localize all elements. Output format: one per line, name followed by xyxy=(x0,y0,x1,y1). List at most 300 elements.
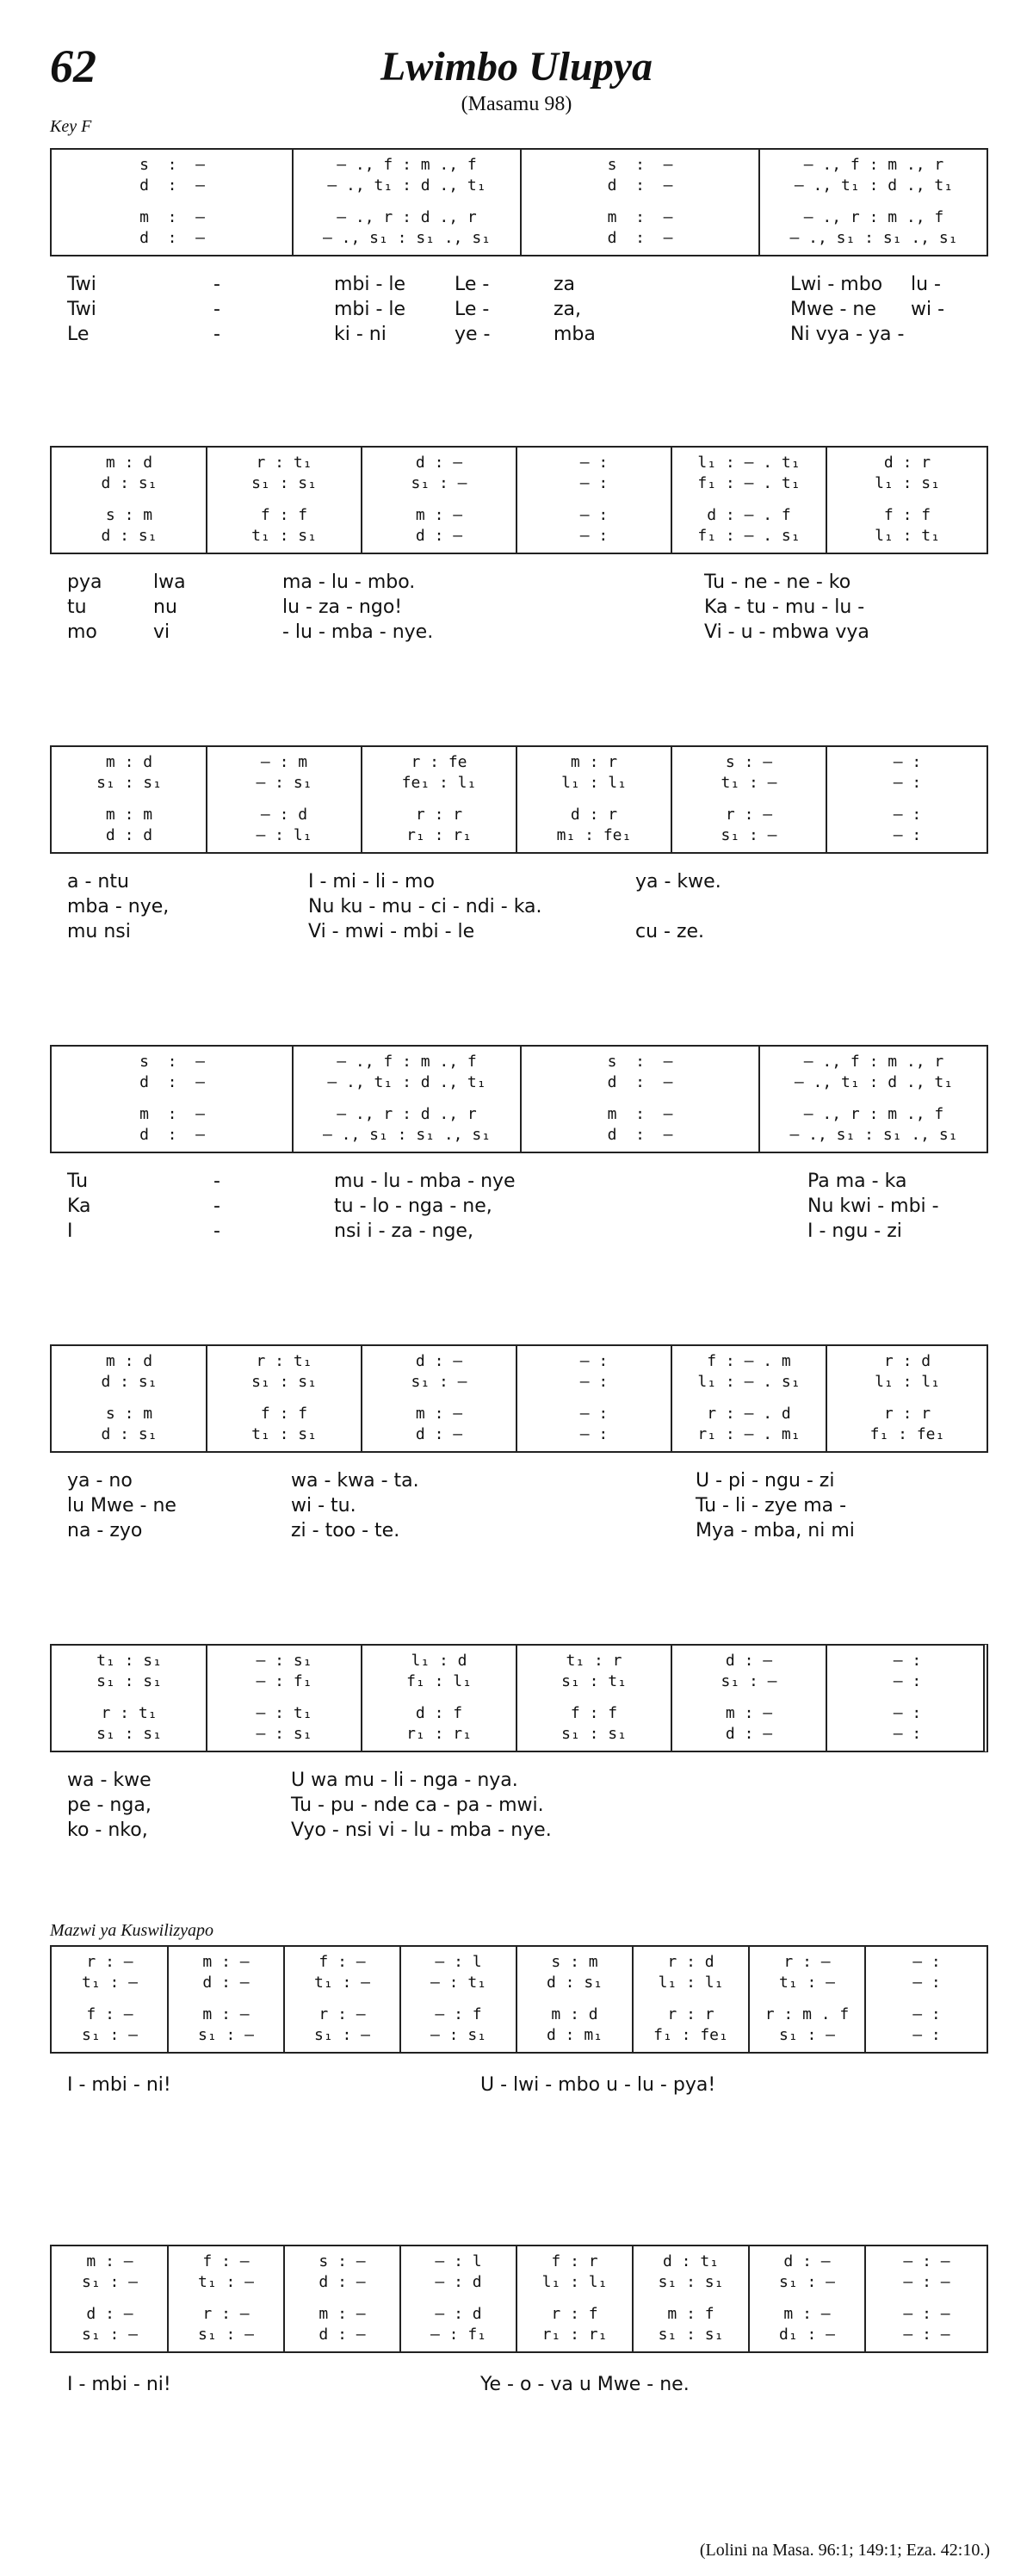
note-line: d : — xyxy=(139,229,205,247)
hymn-title: Lwimbo Ulupya xyxy=(380,44,653,90)
lyric-segment: Ka - tu - mu - lu - xyxy=(704,596,865,618)
lyric-segment: Tu xyxy=(67,1171,89,1192)
note-line: — : xyxy=(912,2005,941,2023)
barline xyxy=(292,150,294,255)
barline xyxy=(826,747,827,852)
note-line: s₁ : — xyxy=(778,2026,836,2044)
measure-notes xyxy=(288,1999,397,2054)
barline xyxy=(516,448,517,553)
note-line: d : — xyxy=(415,1352,463,1370)
lyric-line xyxy=(50,272,988,297)
measure-notes xyxy=(752,2246,862,2301)
barline xyxy=(516,747,517,852)
lyric-line xyxy=(50,1493,988,1518)
note-line: f : f xyxy=(570,1704,618,1722)
barline xyxy=(632,2246,634,2351)
measure-notes xyxy=(296,1047,517,1101)
note-line: — : xyxy=(579,527,609,545)
lyric-segment: wi - xyxy=(911,299,945,320)
lyric-segment: mba - nye, xyxy=(67,896,170,917)
lyrics-block xyxy=(50,2372,988,2397)
note-line: t₁ : s₁ xyxy=(96,1652,162,1670)
barline xyxy=(167,1947,169,2052)
note-line: d : — xyxy=(725,1652,773,1670)
lyric-segment: ma - lu - mbo. xyxy=(282,571,416,593)
barline xyxy=(361,448,362,553)
lyric-segment: za xyxy=(554,274,576,295)
note-line: r : — xyxy=(86,1953,133,1971)
note-line: f₁ : – . s₁ xyxy=(697,527,801,545)
note-line: — : xyxy=(579,1405,609,1423)
note-line: t₁ : — xyxy=(81,1974,139,1992)
note-line: l₁ : l₁ xyxy=(658,1974,724,1992)
measure-notes xyxy=(763,202,985,256)
measure-notes xyxy=(675,800,823,854)
measure-notes xyxy=(55,1646,203,1700)
note-line: s : — xyxy=(607,156,673,174)
lyric-segment: Vyo - nsi vi - lu - mba - nye. xyxy=(291,1819,552,1841)
lyrics-block xyxy=(50,1169,988,1244)
measure-notes xyxy=(404,2246,513,2301)
measure-notes xyxy=(830,800,985,854)
lyric-segment: pya xyxy=(67,571,102,593)
key-label: Key F xyxy=(50,117,92,136)
note-line: — : xyxy=(579,506,609,524)
measure-notes xyxy=(675,1646,823,1700)
note-line: s₁ : s₁ xyxy=(658,2273,724,2291)
note-line: m : r xyxy=(570,753,618,771)
note-line: l₁ : l₁ xyxy=(875,1373,940,1391)
note-line: s : — xyxy=(725,753,773,771)
measure-notes xyxy=(763,1099,985,1153)
note-line: — : xyxy=(579,454,609,472)
note-line: r₁ : – . m₁ xyxy=(697,1425,801,1443)
measure-notes xyxy=(830,1698,985,1752)
note-line: r : r xyxy=(415,806,463,824)
measure-notes xyxy=(752,1947,862,2001)
measure-notes xyxy=(296,150,517,204)
note-line: t₁ : — xyxy=(721,774,777,792)
note-line: d : — xyxy=(783,2252,831,2270)
note-line: — : — xyxy=(903,2305,950,2323)
measure-notes xyxy=(520,800,668,854)
measure-notes xyxy=(830,1646,985,1700)
note-line: – ., t₁ : d ., t₁ xyxy=(327,1073,486,1091)
measure-notes xyxy=(171,1999,281,2054)
note-line: s₁ : — xyxy=(197,2026,255,2044)
note-line: — : s₁ xyxy=(256,1652,312,1670)
measure-notes xyxy=(288,1947,397,2001)
measure-notes xyxy=(752,2299,862,2353)
lyric-segment: Vi - u - mbwa vya xyxy=(704,621,869,643)
measure-notes xyxy=(296,1099,517,1153)
hymn-number: 62 xyxy=(50,40,96,92)
measure-notes xyxy=(524,1099,756,1153)
note-line: m : d xyxy=(105,753,153,771)
measure-notes xyxy=(365,500,513,554)
note-line: d : — xyxy=(319,2273,366,2291)
note-line: — : xyxy=(579,1352,609,1370)
note-line: — : t₁ xyxy=(430,1974,487,1992)
lyric-segment: U - pi - ngu - zi xyxy=(696,1470,835,1492)
note-line: – ., f : m ., r xyxy=(803,156,944,174)
barline xyxy=(671,448,672,553)
note-line: l₁ : l₁ xyxy=(561,774,627,792)
barline xyxy=(283,1947,285,2052)
measure-notes xyxy=(524,150,756,204)
barline xyxy=(864,2246,866,2351)
measure-notes xyxy=(55,1999,164,2054)
lyric-segment: - xyxy=(213,324,220,345)
note-line: — : — xyxy=(903,2273,950,2291)
barline xyxy=(167,2246,169,2351)
note-line: – ., s₁ : s₁ ., s₁ xyxy=(789,229,958,247)
note-line: s₁ : s₁ xyxy=(96,1725,162,1743)
note-line: r : r xyxy=(883,1405,931,1423)
measure-notes xyxy=(210,1399,358,1453)
lyric-segment: nsi i - za - nge, xyxy=(334,1220,473,1242)
measure-notes xyxy=(520,500,668,554)
note-line: d : m₁ xyxy=(546,2026,603,2044)
note-line: f : — xyxy=(319,1953,366,1971)
lyric-segment: - xyxy=(213,1171,220,1192)
note-line: s₁ : s₁ xyxy=(251,1373,317,1391)
note-line: s : m xyxy=(105,506,153,524)
note-line: — : xyxy=(893,826,922,844)
measure-notes xyxy=(210,747,358,801)
note-line: s : — xyxy=(139,1053,205,1071)
barline xyxy=(292,1047,294,1152)
measure-notes xyxy=(520,747,668,801)
note-line: — : f₁ xyxy=(430,2326,487,2344)
measure-notes xyxy=(675,1698,823,1752)
note-line: s₁ : s₁ xyxy=(96,1672,162,1690)
note-line: m : — xyxy=(139,208,205,226)
note-line: f₁ : fe₁ xyxy=(653,2026,728,2044)
note-line: m : — xyxy=(139,1105,205,1123)
scripture-reference: (Lolini na Masa. 96:1; 149:1; Eza. 42:10.) xyxy=(699,2541,990,2560)
lyric-segment: na - zyo xyxy=(67,1520,143,1541)
lyric-segment: Tu - pu - nde ca - pa - mwi. xyxy=(291,1795,544,1816)
measure-notes xyxy=(675,500,823,554)
lyric-segment: Tu - ne - ne - ko xyxy=(704,571,851,593)
note-line: — : xyxy=(579,474,609,492)
lyric-segment: - xyxy=(213,1195,220,1217)
note-line: — : xyxy=(579,1425,609,1443)
note-line: s₁ : s₁ xyxy=(96,774,162,792)
barline xyxy=(520,150,522,255)
lyric-segment: mu nsi xyxy=(67,921,131,942)
measure-notes xyxy=(288,2299,397,2353)
note-line: s₁ : s₁ xyxy=(561,1725,627,1743)
barline xyxy=(748,1947,750,2052)
lyric-segment: vi xyxy=(153,621,170,643)
measure-notes xyxy=(869,2299,985,2353)
measure-notes xyxy=(520,1399,668,1453)
measure-notes xyxy=(636,1947,745,2001)
measure-notes xyxy=(520,1999,629,2054)
measure-notes xyxy=(55,2246,164,2301)
measure-notes xyxy=(55,1698,203,1752)
measure-notes xyxy=(365,1698,513,1752)
lyric-line xyxy=(50,1818,988,1843)
note-line: m₁ : fe₁ xyxy=(556,826,632,844)
measure-notes xyxy=(404,2299,513,2353)
note-line: – ., r : d ., r xyxy=(337,1105,477,1123)
note-line: f : r xyxy=(551,2252,598,2270)
note-line: — : d xyxy=(260,806,308,824)
note-line: m : — xyxy=(607,208,673,226)
note-line: m : — xyxy=(725,1704,773,1722)
note-line: — : s₁ xyxy=(256,1725,312,1743)
lyric-segment: I - ngu - zi xyxy=(807,1220,902,1242)
note-line: m : f xyxy=(667,2305,714,2323)
measure-notes xyxy=(675,1346,823,1400)
lyric-line xyxy=(50,919,988,944)
note-line: — : — xyxy=(903,2326,950,2344)
barline xyxy=(520,1047,522,1152)
lyric-segment: I - mbi - ni! xyxy=(67,2374,171,2395)
measure-notes xyxy=(210,1698,358,1752)
score-system xyxy=(50,1644,988,1752)
note-line: d : — xyxy=(415,454,463,472)
note-line: — : xyxy=(912,1974,941,1992)
note-line: d : — xyxy=(415,1425,463,1443)
note-line: m : — xyxy=(415,506,463,524)
note-line: d : – . f xyxy=(707,506,791,524)
note-line: f : f xyxy=(260,1405,308,1423)
lyric-segment: zi - too - te. xyxy=(291,1520,400,1541)
lyric-segment: mbi - le xyxy=(334,299,406,320)
note-line: r : — xyxy=(783,1953,831,1971)
note-line: r : f xyxy=(551,2305,598,2323)
measure-notes xyxy=(404,1947,513,2001)
note-line: m : m xyxy=(105,806,153,824)
note-line: s₁ : — xyxy=(778,2273,836,2291)
measure-notes xyxy=(55,1099,289,1153)
lyric-line xyxy=(50,297,988,322)
lyrics-block xyxy=(50,570,988,645)
note-line: s₁ : — xyxy=(197,2326,255,2344)
measure-notes xyxy=(520,448,668,502)
barline xyxy=(516,2246,517,2351)
lyrics-block xyxy=(50,1768,988,1843)
note-line: s₁ : t₁ xyxy=(561,1672,627,1690)
measure-notes xyxy=(524,1047,756,1101)
note-line: f : — xyxy=(86,2005,133,2023)
lyric-segment: Nu kwi - mbi - xyxy=(807,1195,939,1217)
lyrics-block xyxy=(50,2073,988,2097)
note-line: – ., f : m ., f xyxy=(337,156,477,174)
note-line: – ., t₁ : d ., t₁ xyxy=(327,176,486,195)
note-line: m : — xyxy=(783,2305,831,2323)
note-line: — : s₁ xyxy=(256,774,312,792)
measure-notes xyxy=(55,2299,164,2353)
note-line: f : — xyxy=(202,2252,250,2270)
measure-notes xyxy=(830,448,985,502)
note-line: d : — xyxy=(139,176,205,195)
measure-notes xyxy=(55,500,203,554)
note-line: s₁ : — xyxy=(721,1672,777,1690)
barline xyxy=(826,1646,827,1751)
score-system xyxy=(50,1344,988,1453)
lyric-segment: cu - ze. xyxy=(635,921,705,942)
measure-notes xyxy=(210,1346,358,1400)
note-line: — : l xyxy=(435,1953,482,1971)
barline xyxy=(516,1646,517,1751)
note-line: m : — xyxy=(319,2305,366,2323)
note-line: d : — xyxy=(607,1126,673,1144)
measure-notes xyxy=(365,1646,513,1700)
note-line: f₁ : l₁ xyxy=(406,1672,472,1690)
score-system xyxy=(50,446,988,554)
note-line: t₁ : s₁ xyxy=(251,527,317,545)
measure-notes xyxy=(520,2246,629,2301)
note-line: s : — xyxy=(319,2252,366,2270)
measure-notes xyxy=(830,1399,985,1453)
lyric-segment: U - lwi - mbo u - lu - pya! xyxy=(480,2074,716,2096)
lyric-segment: I xyxy=(67,1220,73,1242)
note-line: — : s₁ xyxy=(430,2026,487,2044)
note-line: m : d xyxy=(105,1352,153,1370)
lyric-line xyxy=(50,570,988,595)
score-system xyxy=(50,1045,988,1153)
note-line: d₁ : — xyxy=(778,2326,836,2344)
measure-notes xyxy=(55,448,203,502)
note-line: d : — xyxy=(607,176,673,195)
lyric-segment: lu - za - ngo! xyxy=(282,596,403,618)
note-line: s₁ : — xyxy=(81,2273,139,2291)
note-line: s₁ : — xyxy=(81,2326,139,2344)
note-line: d : — xyxy=(607,229,673,247)
lyric-line xyxy=(50,1468,988,1493)
lyric-line xyxy=(50,1219,988,1244)
note-line: t₁ : s₁ xyxy=(251,1425,317,1443)
lyric-segment: - xyxy=(213,299,220,320)
measure-notes xyxy=(830,500,985,554)
measure-notes xyxy=(171,1947,281,2001)
note-line: – ., t₁ : d ., t₁ xyxy=(794,1073,954,1091)
note-line: s : — xyxy=(139,156,205,174)
measure-notes xyxy=(365,800,513,854)
measure-notes xyxy=(210,448,358,502)
note-line: t₁ : — xyxy=(197,2273,255,2291)
note-line: — : f₁ xyxy=(256,1672,312,1690)
lyric-segment: Ni vya - ya - xyxy=(790,324,905,345)
note-line: — : xyxy=(893,1704,922,1722)
note-line: r : t₁ xyxy=(256,1352,312,1370)
note-line: — : f xyxy=(435,2005,482,2023)
barline xyxy=(758,150,760,255)
measure-notes xyxy=(636,1999,745,2054)
measure-notes xyxy=(171,2246,281,2301)
measure-notes xyxy=(55,150,289,204)
measure-notes xyxy=(55,800,203,854)
note-line: l₁ : s₁ xyxy=(875,474,940,492)
lyric-segment: wi - tu. xyxy=(291,1495,356,1517)
note-line: d : — xyxy=(139,1073,205,1091)
note-line: f : – . m xyxy=(707,1352,791,1370)
barline xyxy=(671,1646,672,1751)
measure-notes xyxy=(520,1947,629,2001)
note-line: r : – . d xyxy=(707,1405,791,1423)
lyric-segment: mba xyxy=(554,324,596,345)
measure-notes xyxy=(365,1399,513,1453)
note-line: – ., r : m ., f xyxy=(803,1105,944,1123)
note-line: r : t₁ xyxy=(256,454,312,472)
note-line: m : — xyxy=(202,1953,250,1971)
measure-notes xyxy=(296,202,517,256)
score-system xyxy=(50,745,988,854)
lyric-segment: I - mi - li - mo xyxy=(308,871,435,893)
lyric-line xyxy=(50,1169,988,1194)
barline xyxy=(758,1047,760,1152)
lyric-line xyxy=(50,1518,988,1543)
measure-notes xyxy=(675,747,823,801)
note-line: r : d xyxy=(883,1352,931,1370)
note-line: — : xyxy=(893,1672,922,1690)
barline xyxy=(864,1947,866,2052)
note-line: — : xyxy=(912,1953,941,1971)
note-line: d : — xyxy=(607,1073,673,1091)
lyric-segment: Twi xyxy=(67,299,96,320)
measure-notes xyxy=(365,448,513,502)
measure-notes xyxy=(636,2246,745,2301)
barline xyxy=(361,747,362,852)
lyric-segment: Ka xyxy=(67,1195,91,1217)
note-line: d : s₁ xyxy=(101,474,158,492)
note-line: fe₁ : l₁ xyxy=(401,774,477,792)
measure-notes xyxy=(830,747,985,801)
measure-notes xyxy=(210,1646,358,1700)
note-line: d : r xyxy=(570,806,618,824)
lyric-segment: wa - kwa - ta. xyxy=(291,1470,419,1492)
note-line: s₁ : — xyxy=(313,2026,371,2044)
note-line: — : xyxy=(893,753,922,771)
lyric-segment: Nu ku - mu - ci - ndi - ka. xyxy=(308,896,542,917)
score-system xyxy=(50,148,988,256)
note-line: – ., f : m ., r xyxy=(803,1053,944,1071)
lyric-segment: tu - lo - nga - ne, xyxy=(334,1195,492,1217)
note-line: r : d xyxy=(667,1953,714,1971)
measure-notes xyxy=(55,1399,203,1453)
note-line: m : d xyxy=(551,2005,598,2023)
measure-notes xyxy=(365,747,513,801)
barline xyxy=(399,1947,401,2052)
barline xyxy=(206,448,207,553)
measure-notes xyxy=(55,1346,203,1400)
barline xyxy=(748,2246,750,2351)
lyric-segment: lwa xyxy=(153,571,186,593)
lyric-line xyxy=(50,2073,988,2097)
measure-notes xyxy=(210,800,358,854)
note-line: f₁ : – . t₁ xyxy=(697,474,801,492)
lyric-line xyxy=(50,595,988,620)
lyric-segment: Le - xyxy=(455,274,490,295)
lyric-segment: Vi - mwi - mbi - le xyxy=(308,921,475,942)
note-line: r : — xyxy=(202,2305,250,2323)
barline xyxy=(516,1947,517,2052)
note-line: m : — xyxy=(86,2252,133,2270)
note-line: d : — xyxy=(725,1725,773,1743)
measure-notes xyxy=(288,2246,397,2301)
lyric-line xyxy=(50,2372,988,2397)
lyric-segment: Pa ma - ka xyxy=(807,1171,907,1192)
note-line: r : m . f xyxy=(764,2005,850,2023)
lyric-segment: tu xyxy=(67,596,87,618)
note-line: s₁ : — xyxy=(411,1373,467,1391)
measure-notes xyxy=(55,202,289,256)
